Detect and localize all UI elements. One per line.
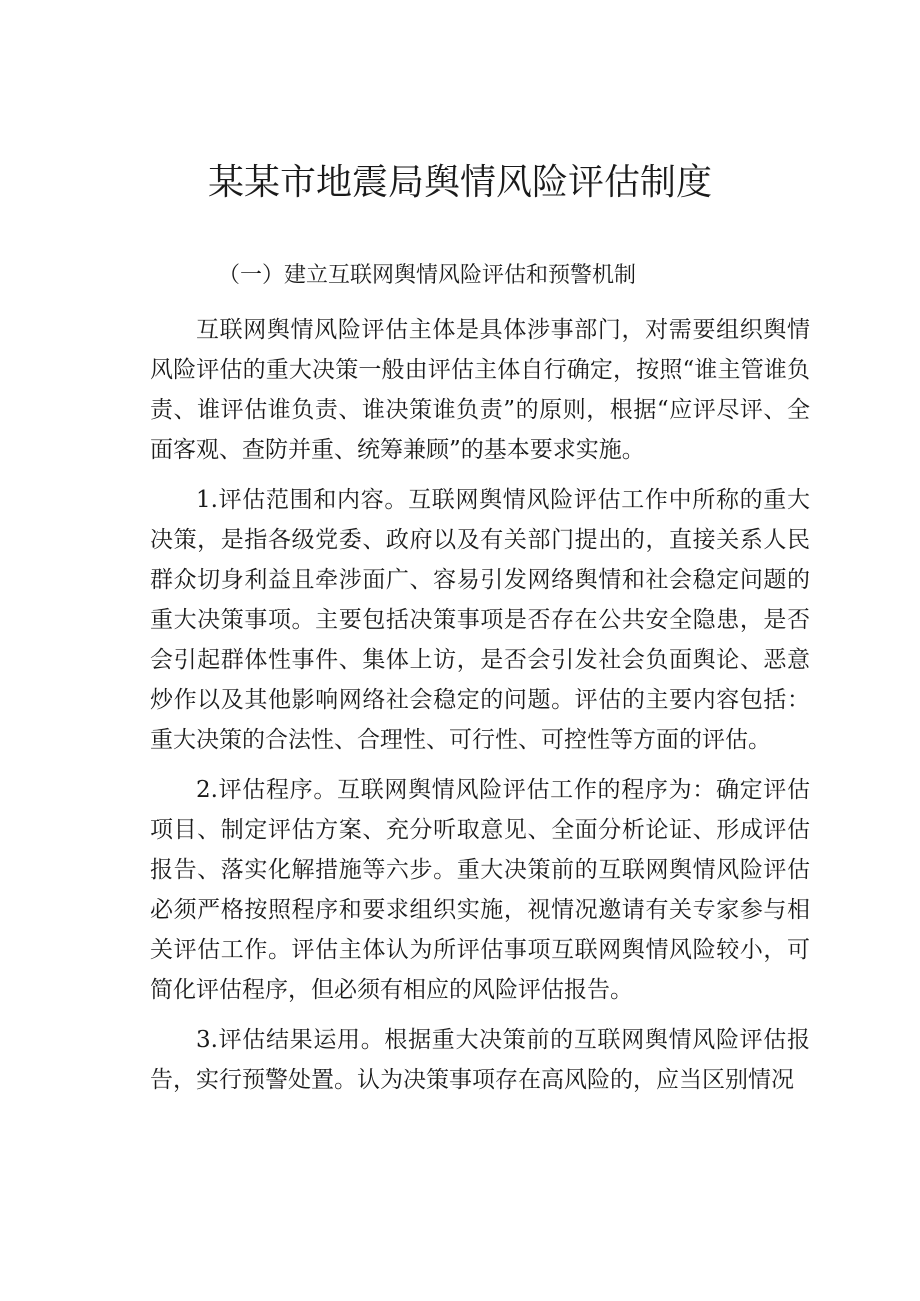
- document-title: 某某市地震局舆情风险评估制度: [207, 162, 712, 203]
- document-body: [150, 256, 810, 1100]
- paragraph-results: 3.评估结果运用。根据重大决策前的互联网舆情风险评估报告，实行预警处置。认为决策事项存在高风险的，应当区别情况: [150, 1027, 810, 1093]
- paragraph-scope: 1.评估范围和内容。互联网舆情风险评估工作中所称的重大决策，是指各级党委、政府以及有关部门提出的，直接关系人民群众切身利益且牵涉面广、容易引发网络舆情和社会稳定问题的重大决策事项。主要包括决策事项是否存在公共安全隐患，是否会引起群体性事件、集体上访，是否会引发社会负面舆论、恶意炒作以及其他影响网络社会稳定的问题。评估的主要内容包括：重大决策的合法性、合理性、可行性、可控性等方面的评估。: [150, 487, 810, 753]
- paragraph-intro: 互联网舆情风险评估主体是具体涉事部门，对需要组织舆情风险评估的重大决策一般由评估主体自行确定，按照“谁主管谁负责、谁评估谁负责、谁决策谁负责”的原则，根据“应评尽评、全面客观、查防并重、统筹兼顾”的基本要求实施。: [150, 317, 810, 463]
- paragraph-procedure: 2.评估程序。互联网舆情风险评估工作的程序为：确定评估项目、制定评估方案、充分听取意见、全面分析论证、形成评估报告、落实化解措施等六步。重大决策前的互联网舆情风险评估必须严格按照程序和要求组织实施，视情况邀请有关专家参与相关评估工作。评估主体认为所评估事项互联网舆情风险较小，可简化评估程序，但必须有相应的风险评估报告。: [150, 777, 810, 1003]
- section-heading: （一）建立互联网舆情风险评估和预警机制: [218, 263, 637, 288]
